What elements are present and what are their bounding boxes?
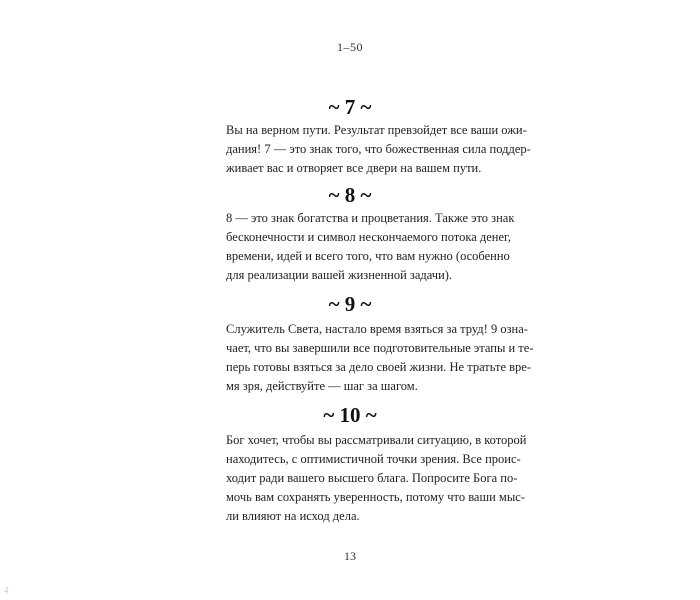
running-head: 1–50 bbox=[337, 40, 363, 54]
section-paragraph-10 bbox=[226, 431, 546, 526]
section-heading-8: ~ 8 ~ bbox=[328, 183, 372, 207]
text-line: чает, что вы завершили все подготовительные этапы и те- bbox=[226, 341, 534, 355]
text-line: Вы на верном пути. Результат превзойдет все ваши ожи- bbox=[226, 123, 527, 137]
text-line: находитесь, с оптимистичной точки зрения. Все проис- bbox=[226, 452, 521, 466]
text-line: времени, идей и всего того, что вам нужно (особенно bbox=[226, 249, 510, 263]
text-line: Бог хочет, чтобы вы рассматривали ситуацию, в которой bbox=[226, 433, 527, 447]
text-line: мочь вам сохранять уверенность, потому что ваши мыс- bbox=[226, 490, 525, 504]
text-line: живает вас и отворяет все двери на вашем пути. bbox=[226, 161, 482, 175]
section-heading-9: ~ 9 ~ bbox=[328, 292, 372, 316]
section-paragraph-7 bbox=[226, 121, 546, 178]
text-line: 8 — это знак богатства и процветания. Также это знак bbox=[226, 211, 515, 225]
text-line: мя зря, действуйте — шаг за шагом. bbox=[226, 379, 418, 393]
edge-mark: 4 bbox=[4, 585, 9, 595]
text-line: ли влияют на исход дела. bbox=[226, 509, 360, 523]
page-number: 13 bbox=[344, 549, 356, 563]
text-line: бесконечности и символ нескончаемого потока денег, bbox=[226, 230, 511, 244]
text-line: ходит ради вашего высшего блага. Попросите Бога по- bbox=[226, 471, 518, 485]
text-line: для реализации вашей жизненной задачи). bbox=[226, 268, 453, 282]
section-paragraph-9 bbox=[226, 320, 546, 396]
section-heading-7: ~ 7 ~ bbox=[328, 95, 372, 119]
section-paragraph-8 bbox=[226, 209, 546, 285]
text-line: перь готовы взяться за дело своей жизни. Не тратьте вре- bbox=[226, 360, 531, 374]
text-line: дания! 7 — это знак того, что божественная сила поддер- bbox=[226, 142, 531, 156]
text-line: Служитель Света, настало время взяться за труд! 9 озна- bbox=[226, 322, 528, 336]
section-heading-10: ~ 10 ~ bbox=[323, 403, 377, 427]
